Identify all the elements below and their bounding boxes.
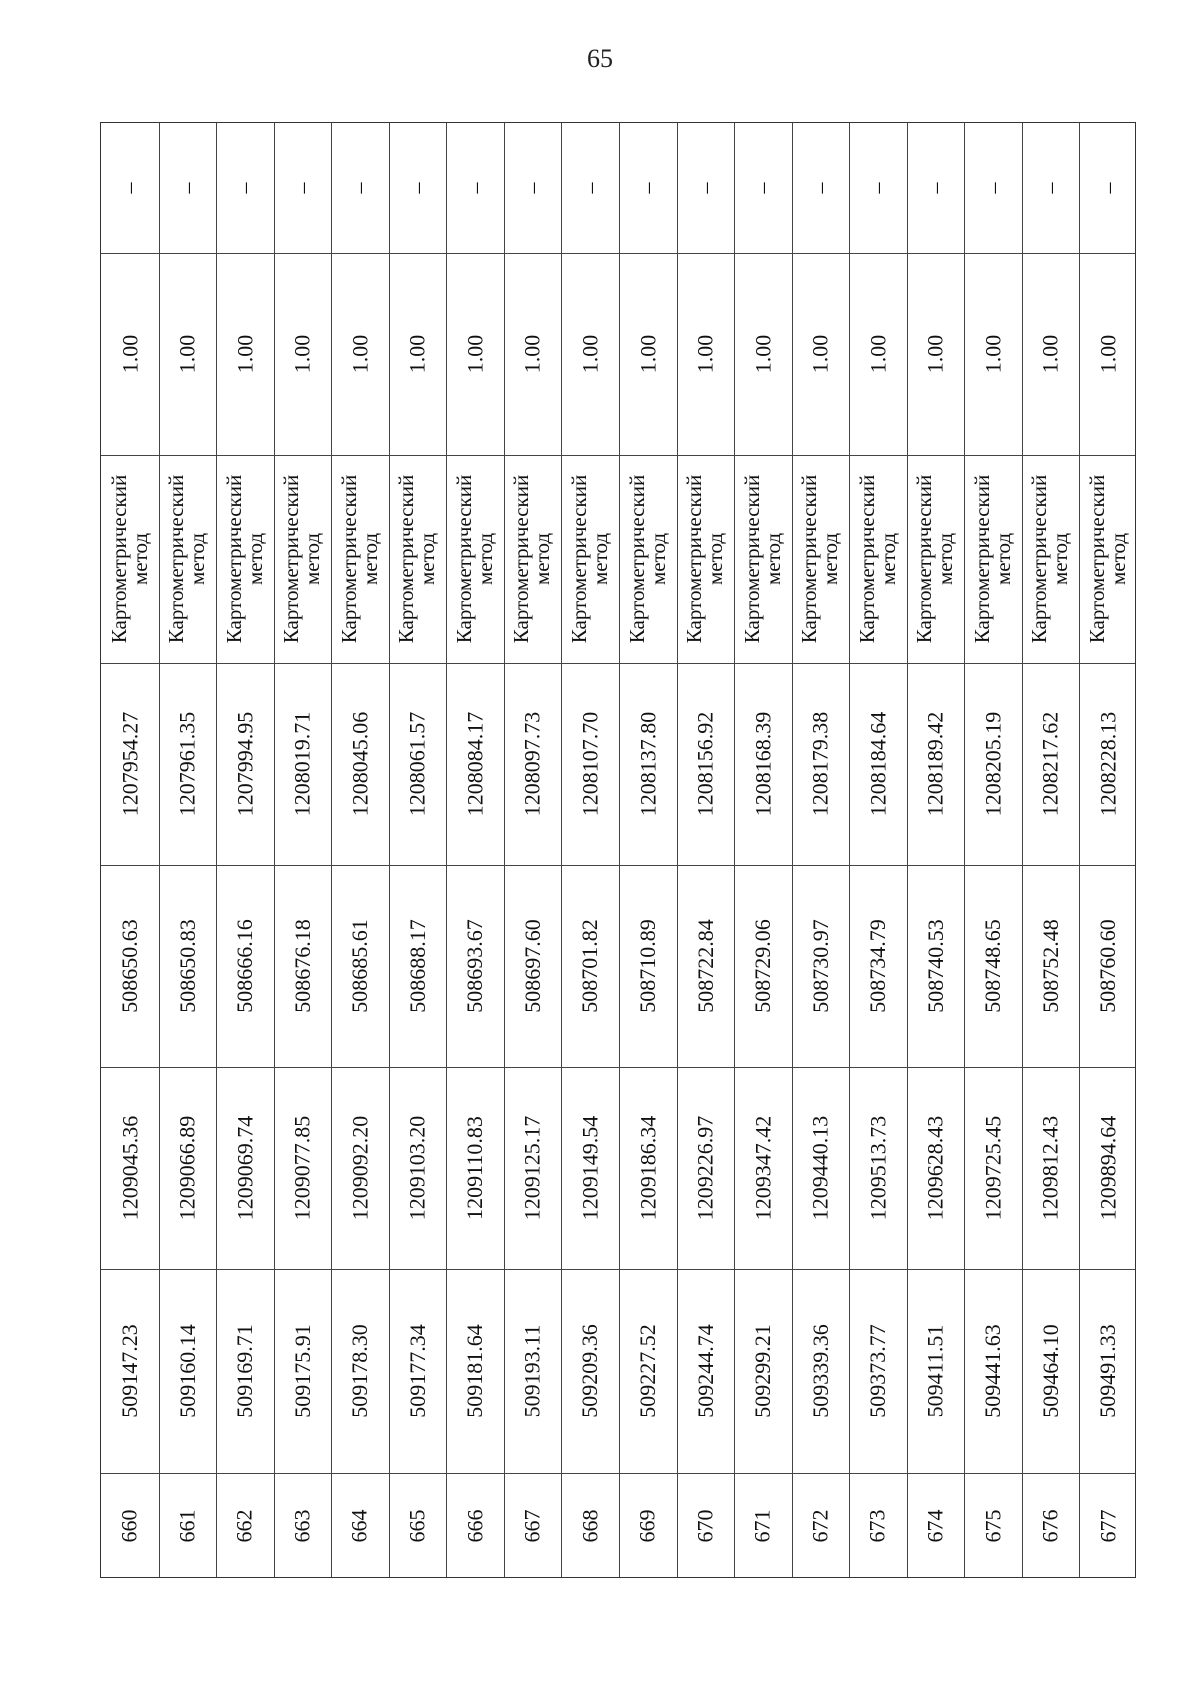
table-cell-id [677, 1473, 735, 1579]
table-cell-y1 [964, 1067, 1022, 1269]
table-cell-accuracy [849, 253, 907, 455]
cell-text-x2: 508752.48 [1037, 919, 1063, 1013]
cell-text-note: – [749, 182, 775, 194]
table-cell-y2 [389, 663, 447, 865]
cell-text-method: Картометрический метод [337, 474, 382, 644]
table-cell-x2 [274, 865, 332, 1067]
table-cell-y1 [159, 1067, 217, 1269]
table-cell-accuracy [274, 253, 332, 455]
table-cell-id [561, 1473, 619, 1579]
cell-text-note: – [116, 182, 142, 194]
cell-text-y1: 1209347.42 [749, 1115, 775, 1221]
cell-text-y2: 1208189.42 [922, 711, 948, 817]
cell-text-y1: 1209103.20 [404, 1115, 430, 1221]
cell-text-method: Картометрический метод [106, 474, 152, 644]
table-cell-id [964, 1473, 1022, 1579]
cell-text-method: Картометрический метод [624, 474, 670, 644]
table-cell-id [159, 1473, 217, 1579]
cell-text-y1: 1209226.97 [692, 1115, 718, 1221]
table-cell-x1 [677, 1269, 735, 1473]
cell-text-x2: 508688.17 [404, 919, 430, 1013]
table-cell-y2 [159, 663, 217, 865]
cell-text-y1: 1209045.36 [116, 1115, 142, 1221]
table-cell-accuracy [446, 253, 504, 455]
cell-text-y1: 1209440.13 [807, 1115, 833, 1221]
table-cell-method [561, 455, 619, 663]
table-cell-id [1022, 1473, 1080, 1579]
cell-text-x2: 508676.18 [289, 919, 315, 1013]
table-cell-accuracy [216, 253, 274, 455]
table-cell-y2 [216, 663, 274, 865]
table-cell-x2 [331, 865, 389, 1067]
table-cell-y2 [792, 663, 850, 865]
table-cell-y1 [504, 1067, 562, 1269]
cell-text-y2: 1208184.64 [865, 711, 890, 817]
table-cell-y1 [274, 1067, 332, 1269]
table-cell-y2 [677, 663, 735, 865]
table-cell-note [561, 123, 619, 253]
cell-text-method: Картометрический метод [279, 474, 325, 644]
table-cell-x1 [561, 1269, 619, 1473]
cell-text-accuracy: 1.00 [634, 334, 660, 374]
cell-text-x2: 508722.84 [692, 919, 718, 1013]
page-number: 65 [587, 44, 613, 73]
cell-text-x2: 508734.79 [865, 919, 890, 1013]
cell-text-x1: 509339.36 [807, 1324, 833, 1418]
table-cell-note [677, 123, 735, 253]
cell-text-x2: 508650.63 [116, 919, 142, 1013]
table-cell-note [389, 123, 447, 253]
table-cell-y1 [1022, 1067, 1080, 1269]
table-cell-method [446, 455, 504, 663]
cell-text-accuracy: 1.00 [116, 334, 142, 374]
table-cell-method [734, 455, 792, 663]
cell-text-x1: 509177.34 [404, 1324, 430, 1418]
cell-text-note: – [1095, 182, 1121, 194]
cell-text-note: – [1037, 182, 1063, 194]
cell-text-id: 671 [749, 1509, 775, 1543]
table-cell-accuracy [1079, 253, 1137, 455]
cell-text-id: 664 [346, 1509, 372, 1543]
table-cell-accuracy [389, 253, 447, 455]
table-cell-x1 [964, 1269, 1022, 1473]
cell-text-id: 667 [519, 1509, 545, 1543]
table-cell-x2 [216, 865, 274, 1067]
table-cell-y2 [504, 663, 562, 865]
cell-text-x1: 509464.10 [1037, 1324, 1063, 1418]
cell-text-x1: 509441.63 [980, 1324, 1006, 1418]
table-cell-y2 [1022, 663, 1080, 865]
cell-text-method: Картометрический метод [682, 474, 728, 644]
table-cell-note [734, 123, 792, 253]
cell-text-x2: 508701.82 [577, 919, 603, 1013]
table-cell-x1 [216, 1269, 274, 1473]
cell-text-method: Картометрический метод [797, 474, 843, 644]
cell-text-note: – [404, 182, 430, 194]
cell-text-x1: 509160.14 [174, 1324, 200, 1418]
table-cell-y1 [216, 1067, 274, 1269]
table-cell-y1 [792, 1067, 850, 1269]
cell-text-method: Картометрический метод [567, 474, 613, 644]
coordinates-table [100, 122, 1136, 1578]
cell-text-note: – [462, 182, 488, 194]
cell-text-method: Картометрический метод [452, 474, 498, 644]
cell-text-accuracy: 1.00 [577, 334, 603, 374]
cell-text-y2: 1208107.70 [577, 711, 603, 817]
cell-text-x1: 509244.74 [692, 1324, 718, 1418]
cell-text-note: – [231, 182, 257, 194]
table-cell-x1 [389, 1269, 447, 1473]
table-cell-id [619, 1473, 677, 1579]
table-cell-note [792, 123, 850, 253]
cell-text-y1: 1209077.85 [289, 1115, 315, 1221]
table-cell-y1 [849, 1067, 907, 1269]
cell-text-note: – [174, 182, 200, 194]
cell-text-accuracy: 1.00 [404, 334, 430, 374]
cell-text-x2: 508748.65 [980, 919, 1006, 1013]
cell-text-y2: 1207994.95 [231, 711, 257, 817]
cell-text-x1: 509178.30 [347, 1324, 372, 1418]
table-cell-method [677, 455, 735, 663]
cell-text-accuracy: 1.00 [289, 334, 315, 374]
cell-text-id: 665 [404, 1509, 430, 1543]
cell-text-method: Картометрический метод [221, 474, 267, 644]
table-cell-y2 [331, 663, 389, 865]
table-cell-accuracy [1022, 253, 1080, 455]
table-cell-x1 [504, 1269, 562, 1473]
cell-text-note: – [519, 182, 545, 194]
table-cell-x2 [964, 865, 1022, 1067]
table-cell-accuracy [792, 253, 850, 455]
cell-text-y1: 1209149.54 [577, 1115, 603, 1221]
cell-text-id: 672 [807, 1509, 833, 1543]
table-cell-y1 [677, 1067, 735, 1269]
cell-text-x2: 508760.60 [1095, 919, 1121, 1013]
cell-text-method: Картометрический метод [739, 474, 785, 644]
table-cell-method [331, 455, 389, 663]
table-cell-x2 [561, 865, 619, 1067]
table-cell-id [446, 1473, 504, 1579]
table-cell-accuracy [964, 253, 1022, 455]
table-cell-accuracy [504, 253, 562, 455]
table-cell-note [101, 123, 159, 253]
table-cell-y2 [907, 663, 965, 865]
cell-text-x1: 509491.33 [1095, 1324, 1121, 1418]
table-cell-x2 [677, 865, 735, 1067]
table-cell-method [1022, 455, 1080, 663]
table-cell-y2 [101, 663, 159, 865]
table-cell-y1 [561, 1067, 619, 1269]
table-cell-accuracy [159, 253, 217, 455]
cell-text-id: 669 [634, 1509, 660, 1543]
cell-text-x2: 508730.97 [807, 919, 833, 1013]
table-cell-method [907, 455, 965, 663]
table-cell-x2 [792, 865, 850, 1067]
table-cell-method [216, 455, 274, 663]
table-cell-id [1079, 1473, 1137, 1579]
table-cell-x2 [1022, 865, 1080, 1067]
table-cell-x1 [849, 1269, 907, 1473]
cell-text-id: 675 [980, 1509, 1006, 1543]
cell-text-accuracy: 1.00 [980, 334, 1006, 374]
cell-text-y1: 1209513.73 [865, 1115, 890, 1221]
cell-text-method: Картометрический метод [394, 474, 440, 644]
cell-text-accuracy: 1.00 [1095, 334, 1121, 374]
table-cell-note [1022, 123, 1080, 253]
cell-text-y2: 1208045.06 [347, 711, 372, 817]
table-cell-y2 [1079, 663, 1137, 865]
cell-text-y1: 1209894.64 [1095, 1115, 1121, 1221]
cell-text-y1: 1209092.20 [347, 1115, 372, 1221]
cell-text-id: 674 [922, 1509, 948, 1543]
table-cell-id [907, 1473, 965, 1579]
cell-text-accuracy: 1.00 [692, 334, 718, 374]
table-cell-method [619, 455, 677, 663]
table-cell-method [504, 455, 562, 663]
table-cell-x1 [619, 1269, 677, 1473]
table-cell-y2 [446, 663, 504, 865]
cell-text-accuracy: 1.00 [346, 334, 372, 374]
table-cell-accuracy [561, 253, 619, 455]
table-cell-x2 [619, 865, 677, 1067]
cell-text-note: – [692, 182, 718, 194]
cell-text-accuracy: 1.00 [519, 334, 545, 374]
cell-text-y2: 1207961.35 [174, 711, 200, 817]
table-cell-y2 [849, 663, 907, 865]
table-cell-method [1079, 455, 1137, 663]
cell-text-accuracy: 1.00 [922, 334, 948, 374]
table-cell-note [331, 123, 389, 253]
cell-text-y1: 1209812.43 [1037, 1115, 1063, 1221]
cell-text-id: 662 [231, 1509, 257, 1543]
cell-text-method: Картометрический метод [855, 474, 900, 644]
cell-text-note: – [634, 182, 660, 194]
table-cell-x1 [1022, 1269, 1080, 1473]
cell-text-y2: 1207954.27 [116, 711, 142, 817]
cell-text-method: Картометрический метод [509, 474, 555, 644]
cell-text-x1: 509373.77 [865, 1324, 890, 1418]
table-cell-x1 [159, 1269, 217, 1473]
cell-text-x1: 509227.52 [634, 1324, 660, 1418]
table-cell-y2 [619, 663, 677, 865]
table-cell-y1 [446, 1067, 504, 1269]
cell-text-y1: 1209066.89 [174, 1115, 200, 1221]
cell-text-y1: 1209628.43 [922, 1115, 948, 1221]
table-cell-x1 [734, 1269, 792, 1473]
cell-text-note: – [980, 182, 1006, 194]
table-cell-x2 [734, 865, 792, 1067]
table-cell-method [101, 455, 159, 663]
table-cell-y1 [907, 1067, 965, 1269]
table-cell-id [274, 1473, 332, 1579]
cell-text-accuracy: 1.00 [231, 334, 257, 374]
table-cell-note [216, 123, 274, 253]
cell-text-method: Картометрический метод [970, 474, 1016, 644]
cell-text-note: – [807, 182, 833, 194]
cell-text-y1: 1209069.74 [231, 1115, 257, 1221]
cell-text-note: – [346, 182, 372, 194]
table-cell-x1 [101, 1269, 159, 1473]
table-cell-x2 [849, 865, 907, 1067]
cell-text-accuracy: 1.00 [807, 334, 833, 374]
cell-text-y1: 1209125.17 [519, 1115, 545, 1221]
cell-text-y2: 1208168.39 [749, 711, 775, 817]
table-cell-x1 [1079, 1269, 1137, 1473]
cell-text-y2: 1208097.73 [519, 711, 545, 817]
cell-text-x2: 508740.53 [922, 919, 948, 1013]
cell-text-y1: 1209186.34 [634, 1115, 660, 1221]
table-cell-y1 [1079, 1067, 1137, 1269]
table-cell-method [964, 455, 1022, 663]
table-cell-method [159, 455, 217, 663]
cell-text-method: Картометрический метод [164, 474, 210, 644]
table-cell-id [734, 1473, 792, 1579]
cell-text-x1: 509299.21 [749, 1324, 775, 1418]
cell-text-x2: 508693.67 [462, 919, 488, 1013]
table-cell-accuracy [677, 253, 735, 455]
table-cell-x1 [331, 1269, 389, 1473]
table-cell-note [849, 123, 907, 253]
table-cell-x2 [504, 865, 562, 1067]
table-cell-accuracy [331, 253, 389, 455]
table-cell-id [849, 1473, 907, 1579]
cell-text-id: 663 [289, 1509, 315, 1543]
table-cell-x2 [1079, 865, 1137, 1067]
cell-text-y2: 1208061.57 [404, 711, 430, 817]
cell-text-note: – [289, 182, 315, 194]
cell-text-y1: 1209725.45 [980, 1115, 1006, 1221]
cell-text-accuracy: 1.00 [864, 334, 890, 374]
table-cell-x2 [159, 865, 217, 1067]
table-cell-x1 [274, 1269, 332, 1473]
cell-text-accuracy: 1.00 [749, 334, 775, 374]
cell-text-x2: 508666.16 [231, 919, 257, 1013]
table-cell-note [1079, 123, 1137, 253]
cell-text-y2: 1208156.92 [692, 711, 718, 817]
table-cell-accuracy [734, 253, 792, 455]
cell-text-id: 670 [692, 1509, 718, 1543]
table-cell-y1 [734, 1067, 792, 1269]
cell-text-y1: 1209110.83 [462, 1116, 488, 1220]
cell-text-note: – [577, 182, 603, 194]
cell-text-x2: 508650.83 [174, 919, 200, 1013]
table-cell-accuracy [101, 253, 159, 455]
table-cell-accuracy [619, 253, 677, 455]
table-cell-note [619, 123, 677, 253]
cell-text-id: 660 [116, 1509, 142, 1543]
table-cell-x1 [907, 1269, 965, 1473]
cell-text-x1: 509147.23 [116, 1324, 142, 1418]
table-cell-note [964, 123, 1022, 253]
table-cell-x1 [792, 1269, 850, 1473]
table-cell-method [849, 455, 907, 663]
cell-text-note: – [864, 182, 890, 194]
cell-text-y2: 1208137.80 [634, 711, 660, 817]
table-cell-id [331, 1473, 389, 1579]
cell-text-y2: 1208217.62 [1037, 711, 1063, 817]
cell-text-id: 661 [174, 1509, 200, 1543]
cell-text-x1: 509209.36 [577, 1324, 603, 1418]
table-cell-x2 [907, 865, 965, 1067]
table-cell-x1 [446, 1269, 504, 1473]
table-cell-id [504, 1473, 562, 1579]
cell-text-x1: 509169.71 [231, 1324, 257, 1418]
table-cell-method [274, 455, 332, 663]
table-cell-note [446, 123, 504, 253]
cell-text-y2: 1208179.38 [807, 711, 833, 817]
table-cell-x2 [389, 865, 447, 1067]
cell-text-x1: 509181.64 [462, 1324, 488, 1418]
table-cell-note [504, 123, 562, 253]
table-cell-y2 [964, 663, 1022, 865]
table-cell-note [907, 123, 965, 253]
table-cell-id [792, 1473, 850, 1579]
cell-text-id: 673 [864, 1509, 890, 1543]
table-cell-y1 [619, 1067, 677, 1269]
table-cell-id [216, 1473, 274, 1579]
table-cell-method [389, 455, 447, 663]
table-cell-note [159, 123, 217, 253]
cell-text-id: 676 [1037, 1509, 1063, 1543]
cell-text-y2: 1208205.19 [980, 711, 1006, 817]
table-cell-y2 [734, 663, 792, 865]
table-cell-x2 [101, 865, 159, 1067]
cell-text-accuracy: 1.00 [462, 334, 488, 374]
cell-text-x2: 508729.06 [749, 919, 775, 1013]
cell-text-method: Картометрический метод [1085, 474, 1131, 644]
cell-text-x2: 508685.61 [347, 919, 372, 1013]
cell-text-x2: 508710.89 [634, 919, 660, 1013]
cell-text-y2: 1208228.13 [1095, 711, 1121, 817]
table-cell-x2 [446, 865, 504, 1067]
table-cell-accuracy [907, 253, 965, 455]
cell-text-x1: 509175.91 [289, 1324, 315, 1418]
table-cell-id [101, 1473, 159, 1579]
cell-text-y2: 1208019.71 [289, 711, 315, 817]
cell-text-y2: 1208084.17 [462, 711, 488, 817]
cell-text-x2: 508697.60 [519, 919, 545, 1013]
table-cell-method [792, 455, 850, 663]
table-cell-note [274, 123, 332, 253]
cell-text-x1: 509193.11 [519, 1324, 545, 1418]
table-cell-y1 [331, 1067, 389, 1269]
cell-text-note: – [922, 182, 948, 194]
cell-text-x1: 509411.51 [922, 1324, 948, 1418]
cell-text-method: Картометрический метод [912, 474, 958, 644]
cell-text-accuracy: 1.00 [1037, 334, 1063, 374]
table-cell-y1 [389, 1067, 447, 1269]
table-cell-y2 [274, 663, 332, 865]
cell-text-id: 677 [1095, 1509, 1121, 1543]
cell-text-method: Картометрический метод [1027, 474, 1073, 644]
table-cell-id [389, 1473, 447, 1579]
cell-text-accuracy: 1.00 [174, 334, 200, 374]
table-cell-y1 [101, 1067, 159, 1269]
table-cell-y2 [561, 663, 619, 865]
cell-text-id: 668 [577, 1509, 603, 1543]
cell-text-id: 666 [462, 1509, 488, 1543]
